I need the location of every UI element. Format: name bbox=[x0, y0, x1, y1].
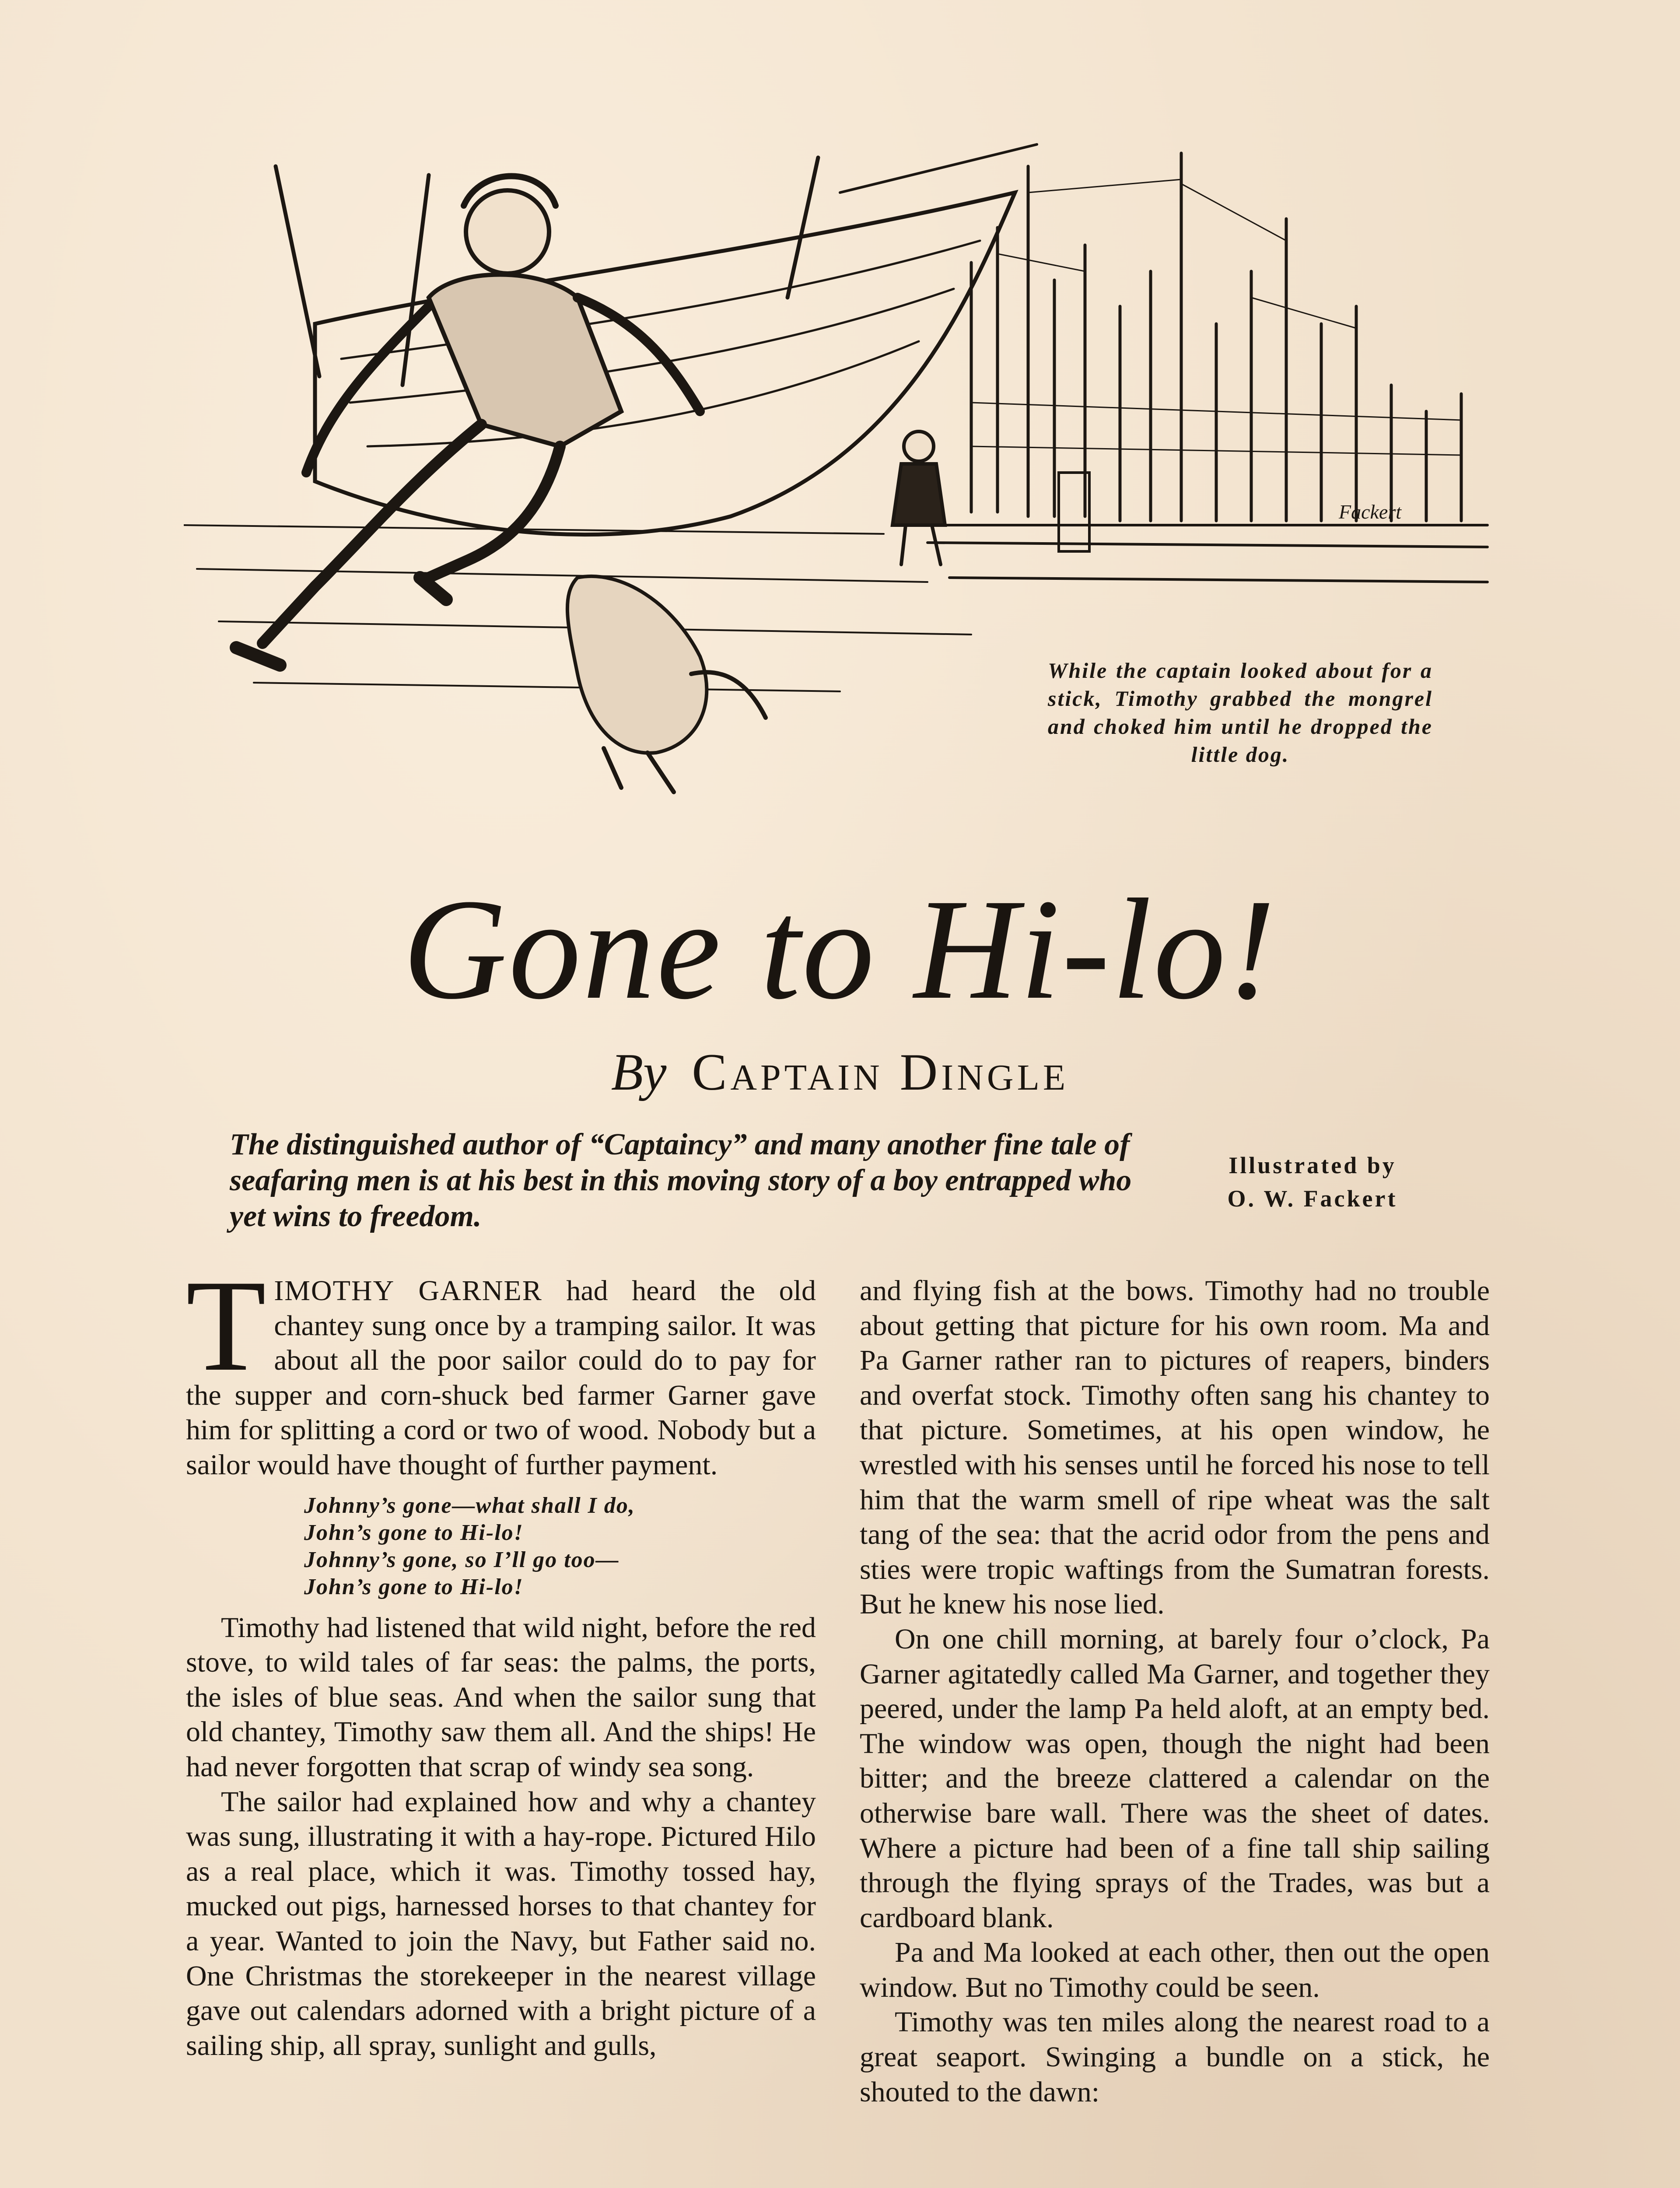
wharf bbox=[928, 473, 1488, 582]
story-paragraph: On one chill morning, at barely four o’clock, Pa Garner agitatedly called Ma Garner, and together they peered, under the lamp Pa held aloft, at an empty bed. The window was open, though the night had been bitter; and the breeze clattered a calendar on the otherwise bare wall. There was the sheet of dates. Where a picture had been of a fine tall ship sailing through the flying sprays of the Trades, was but a cardboard blank. bbox=[860, 1623, 1490, 1934]
opening-text: had heard the old chantey sung once by a tramping sailor. It was about all the poor sailor could do to pay for the supper and corn-shuck bed farmer Garner gave him for splitting a cord or two of wood. Nobody but a sailor would have thought of further payment. bbox=[186, 1275, 816, 1481]
story-paragraph: and flying fish at the bows. Timothy had no trouble about getting that picture for his own room. Ma and Pa Garner rather ran to pictures of reapers, binders and overfat stock. Timothy often sang his chantey to that picture. Sometimes, at his open window, he wrestled with his senses until he forced his nose to tell him that the warm smell of ripe wheat was the salt tang of the sea: that the acrid odor from the pens and sties were tropic waftings from the Sumatran forests. But he knew his nose lied. bbox=[860, 1275, 1490, 1620]
verse-line: Johnny’s gone, so I’ll go too— bbox=[304, 1547, 620, 1572]
chantey-verse bbox=[304, 1492, 816, 1601]
captain-figure bbox=[892, 431, 945, 565]
verse-line: John’s gone to Hi-lo! bbox=[304, 1574, 524, 1599]
story-paragraph: Pa and Ma looked at each other, then out the open window. But no Timothy could be seen. bbox=[860, 1936, 1490, 2003]
text-column-right bbox=[860, 1273, 1490, 2109]
artist-signature: Fackert bbox=[1339, 501, 1402, 523]
harbor-masts bbox=[971, 153, 1461, 521]
drop-cap: T bbox=[186, 1253, 266, 1398]
verse-line: John’s gone to Hi-lo! bbox=[304, 1520, 524, 1545]
story-paragraph: Timothy was ten miles along the nearest road to a great seaport. Swinging a bundle on a stick, he shouted to the dawn: bbox=[860, 2006, 1490, 2108]
byline bbox=[0, 1041, 1680, 1103]
illustration-caption: While the captain looked about for a stick, Timothy grabbed the mongrel and choked him until he dropped the little dog. bbox=[1048, 658, 1433, 767]
story-deck: The distinguished author of “Captaincy” and many another fine tale of seafaring men is at his best in this moving story of a boy entrapped who yet wins to freedom. bbox=[230, 1128, 1132, 1233]
byline-prefix: By bbox=[611, 1043, 667, 1101]
author-name: Captain Dingle bbox=[692, 1043, 1069, 1101]
opening-caps: IMOTHY GARNER bbox=[274, 1275, 542, 1307]
illustrator-name: O. W. Fackert bbox=[1227, 1185, 1398, 1212]
story-paragraph bbox=[186, 1253, 816, 1483]
text-column-left bbox=[186, 1253, 816, 2063]
verse-line: Johnny’s gone—what shall I do, bbox=[304, 1493, 635, 1518]
story-paragraph: Timothy had listened that wild night, before the red stove, to wild tales of far seas: the palms, the ports, the isles of blue seas. And when the sailor sung that old chantey, Timothy saw them all. And the ships! He had never forgotten that scrap of windy sea song. bbox=[186, 1611, 816, 1783]
dog-figure bbox=[567, 576, 766, 792]
illustrator-credit bbox=[1190, 1149, 1435, 1215]
illustrator-label: Illustrated by bbox=[1228, 1152, 1396, 1178]
story-title: Gone to Hi-lo! bbox=[402, 870, 1278, 1029]
story-paragraph: The sailor had explained how and why a chantey was sung, illustrating it with a hay-rope. Pictured Hilo as a real place, which it was. Timothy tossed hay, mucked out pigs, harnessed horses to that chantey for a year. Wanted to join the Navy, but Father said no. One Christmas the storekeeper in the nearest village gave out calendars adorned with a bright picture of a sailing ship, all spray, sunlight and gulls, bbox=[186, 1785, 816, 2062]
